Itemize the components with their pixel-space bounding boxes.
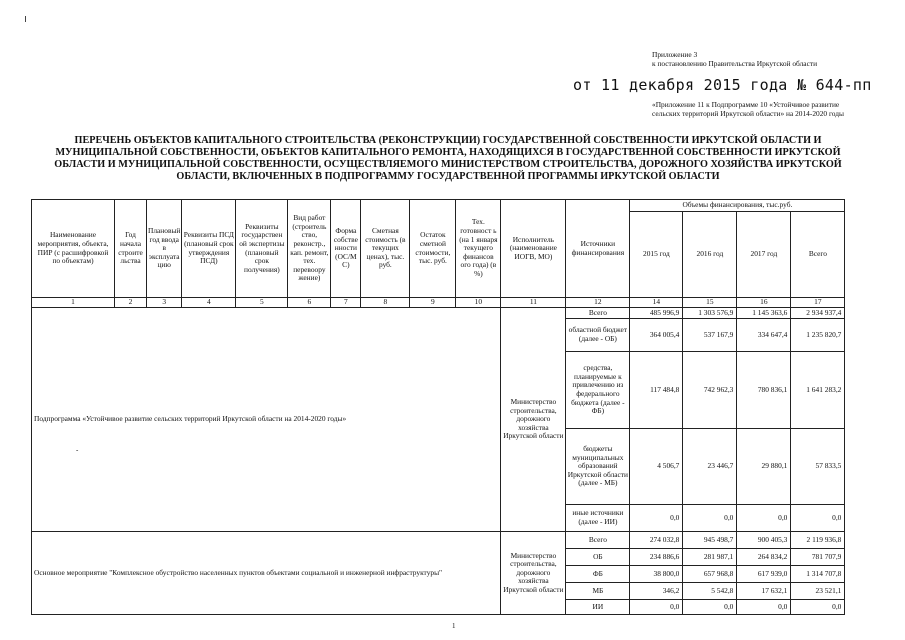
source-cell: ИИ [566,600,630,615]
value-cell: 334 647,4 [737,319,791,352]
th-executor: Исполнитель (наименование ИОГВ, МО) [501,200,566,298]
col-num: 10 [456,298,501,308]
main-event-name: Основное мероприятие "Комплексное обустройство населенных пунктов объектами социальной и инженерной инфраструктуры" [32,532,501,615]
value-cell: 657 968,8 [683,566,737,583]
source-cell: МБ [566,583,630,600]
document-title: ПЕРЕЧЕНЬ ОБЪЕКТОВ КАПИТАЛЬНОГО СТРОИТЕЛЬСТВА (РЕКОНСТРУКЦИИ) ГОСУДАРСТВЕННОЙ СОБСТВЕННОСТИ ИРКУТСКОЙ ОБЛАСТИ И МУНИЦИПАЛЬНОЙ СОБСТВЕННОСТИ, ОБЪЕКТОВ КАПИТАЛЬНОГО РЕМОНТА, НАХОДЯЩИХСЯ В ГОСУДАРСТВЕННОЙ СОБСТВЕННОСТИ ИРКУТСКОЙ ОБЛАСТИ И МУНИЦИПАЛЬНОЙ СОБСТВЕННОСТИ, ОСУЩЕСТВЛЯЕМОГО МИНИСТЕРСТВОМ СТРОИТЕЛЬСТВА, ДОРОЖНОГО ХОЗЯЙСТВА ИРКУТСКОЙ ОБЛАСТИ, ВКЛЮЧЕННЫХ В ПОДПРОГРАММУ ГОСУДАРСТВЕННОЙ ПРОГРАММЫ ИРКУТСКОЙ ОБЛАСТИ [54,135,842,182]
th-cost: Сметная стоимость (в текущих ценах), тыс. руб. [361,200,410,298]
th-2017: 2017 год [737,212,791,298]
value-cell: 0,0 [737,505,791,532]
th-2015: 2015 год [630,212,683,298]
th-name: Наименование мероприятия, объекта, ПИР (с расшифровкой по объектам) [32,200,115,298]
value-cell: 117 484,8 [630,352,683,429]
header-row-1 [32,200,845,212]
value-cell: 346,2 [630,583,683,600]
value-cell: 264 834,2 [737,549,791,566]
appendix-note [652,50,817,68]
source-cell: иные источники (далее - ИИ) [566,505,630,532]
value-cell: 4 506,7 [630,429,683,505]
value-cell: 1 303 576,9 [683,308,737,319]
col-num: 7 [331,298,361,308]
objects-table [31,199,845,615]
value-cell: 1 641 283,2 [791,352,845,429]
subprogram-name: Подпрограмма «Устойчивое развитие сельских территорий Иркутской области на 2014-2020 годы» [32,308,501,532]
col-num: 2 [115,298,147,308]
th-start-year: Год начала строите льства [115,200,147,298]
value-cell: 0,0 [683,600,737,615]
source-cell: ФБ [566,566,630,583]
th-psd: Реквизиты ПСД (плановый срок утверждения ПСД) [182,200,236,298]
value-cell: 29 880,1 [737,429,791,505]
main-event-executor: Министерство строительства, дорожного хозяйства Иркутской области [501,532,566,615]
value-cell: 38 800,0 [630,566,683,583]
th-remaining: Остаток сметной стоимости, тыс. руб. [410,200,456,298]
source-cell: областной бюджет (далее - ОБ) [566,319,630,352]
source-cell: бюджеты муниципальных образований Иркутской области (далее - МБ) [566,429,630,505]
value-cell: 742 962,3 [683,352,737,429]
appendix-line-1: Приложение 3 [652,50,698,59]
th-expertise: Реквизиты государствен ой экспертизы (плановый срок получения) [236,200,288,298]
value-cell: 945 498,7 [683,532,737,549]
value-cell: 23 521,1 [791,583,845,600]
subprogram-dash: - [76,446,79,454]
value-cell: 537 167,9 [683,319,737,352]
col-num: 3 [147,298,182,308]
th-readiness: Тех. готовност ь (на 1 января текущего финансов ого года) (в %) [456,200,501,298]
th-funding-group: Объемы финансирования, тыс.руб. [630,200,845,212]
value-cell: 1 314 707,8 [791,566,845,583]
value-cell: 234 886,6 [630,549,683,566]
value-cell: 0,0 [630,505,683,532]
scan-artifact [25,16,26,22]
col-num: 11 [501,298,566,308]
col-num: 14 [630,298,683,308]
source-cell: Всего [566,532,630,549]
subprogram-executor: Министерство строительства, дорожного хозяйства Иркутской области [501,308,566,532]
value-cell: 274 032,8 [630,532,683,549]
page-number: 1 [452,622,456,630]
th-ownership: Форма собстве нности (ОС/М С) [331,200,361,298]
value-cell: 1 235 820,7 [791,319,845,352]
value-cell: 57 833,5 [791,429,845,505]
col-num: 1 [32,298,115,308]
col-num: 8 [361,298,410,308]
value-cell: 0,0 [683,505,737,532]
value-cell: 780 836,1 [737,352,791,429]
th-commission-year: Плановый год ввода в эксплуата цию [147,200,182,298]
col-num: 12 [566,298,630,308]
th-sources: Источники финансирования [566,200,630,298]
col-num: 6 [288,298,331,308]
objects-table-wrap [31,199,845,615]
value-cell: 617 939,0 [737,566,791,583]
value-cell: 2 119 936,8 [791,532,845,549]
table-row [32,532,845,549]
value-cell: 0,0 [630,600,683,615]
value-cell: 364 005,4 [630,319,683,352]
column-number-row [32,298,845,308]
source-cell: Всего [566,308,630,319]
decree-date: от 11 декабря 2015 года № 644-пп [573,76,872,94]
appendix-line-2: к постановлению Правительства Иркутской области [652,59,818,68]
value-cell: 2 934 937,4 [791,308,845,319]
value-cell: 1 145 363,6 [737,308,791,319]
value-cell: 17 632,1 [737,583,791,600]
value-cell: 0,0 [791,505,845,532]
th-work-type: Вид работ (строитель ство, реконстр., кап. ремонт, тех. перевоору жение) [288,200,331,298]
source-cell: ОБ [566,549,630,566]
col-num: 16 [737,298,791,308]
value-cell: 900 405,3 [737,532,791,549]
col-num: 5 [236,298,288,308]
th-total: Всего [791,212,845,298]
value-cell: 281 987,1 [683,549,737,566]
value-cell: 781 707,9 [791,549,845,566]
col-num: 9 [410,298,456,308]
value-cell: 23 446,7 [683,429,737,505]
col-num: 17 [791,298,845,308]
value-cell: 485 996,9 [630,308,683,319]
table-row [32,308,845,319]
col-num: 15 [683,298,737,308]
source-cell: средства, планируемые к привлечению из федерального бюджета (далее - ФБ) [566,352,630,429]
value-cell: 0,0 [791,600,845,615]
value-cell: 0,0 [737,600,791,615]
col-num: 4 [182,298,236,308]
th-2016: 2016 год [683,212,737,298]
value-cell: 5 542,8 [683,583,737,600]
appendix-reference: «Приложение 11 к Подпрограмме 10 «Устойчивое развитие сельских территорий Иркутской области» на 2014-2020 годы [652,100,844,118]
